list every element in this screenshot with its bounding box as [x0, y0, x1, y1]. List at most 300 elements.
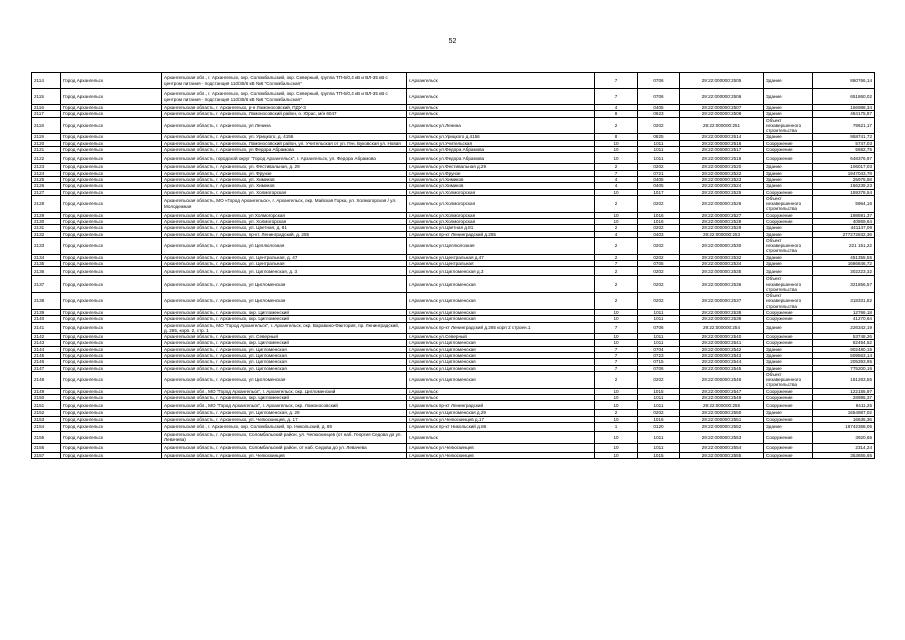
location-cell: г.Архангельск пр-кт Ленинградский	[407, 401, 595, 410]
object-type-cell: Сооружение	[764, 153, 813, 164]
table-row	[32, 153, 875, 164]
address-cell: Архангельская область, г. Архангельск, окр. Цигломенский	[162, 395, 407, 401]
cadastral-value-cell: 441147,09	[813, 225, 875, 231]
cadastral-value-cell: 5747,03	[813, 140, 875, 146]
address-cell: Архангельская область, г. Архангельск, Ломоносовский район, ул. Учительская от ул. Ген. Буковская ул. Новая	[162, 140, 407, 146]
municipality-cell: Город Архангельск	[61, 322, 162, 334]
row-number-cell: 2150	[32, 395, 61, 401]
location-cell: г.Архангельск ул.Цигломенская	[407, 346, 595, 352]
cadastral-value-cell: 12786,18	[813, 309, 875, 315]
cadastral-value-cell: 198591,37	[813, 212, 875, 218]
cadastral-value-cell: 2314,24	[813, 443, 875, 452]
subgroup-code-cell: 1011	[638, 316, 680, 322]
address-cell: Архангельская область, МО «Город Архангельск», г. Архангельск, окр. Майская Горка, ул. Холмогорская / ул. Молодежная	[162, 195, 407, 212]
subgroup-code-cell: 1017	[638, 189, 680, 195]
subgroup-code-cell: 0721	[638, 170, 680, 176]
address-cell: Архангельская область, г. Архангельск, ул. Цигломенская	[162, 365, 407, 371]
cadastral-value-cell: 159378,54	[813, 189, 875, 195]
address-cell: Архангельская область, г. Архангельск, ул Ленина	[162, 117, 407, 134]
group-code-cell: 7	[595, 170, 638, 176]
municipality-cell: Город Архангельск	[61, 134, 162, 140]
location-cell: г.Архангельск	[407, 395, 595, 401]
cadastral-value-cell: 221 151,22	[813, 237, 875, 254]
municipality-cell: Город Архангельск	[61, 452, 162, 458]
object-type-cell: Сооружение	[764, 309, 813, 315]
cadastral-number-cell: 29:22:000000:254	[680, 322, 764, 334]
row-number-cell: 2146	[32, 359, 61, 365]
cadastral-number-cell: 29:22:000000:2539	[680, 316, 764, 322]
group-code-cell: 4	[595, 176, 638, 182]
table-row	[32, 267, 875, 276]
cadastral-value-cell: 775200,16	[813, 365, 875, 371]
cadastral-value-cell: 226342,19	[813, 322, 875, 334]
object-type-cell: Объект незавершенного строительства	[764, 117, 813, 134]
cadastral-number-cell: 29:22:000000:2505	[680, 73, 764, 89]
cadastral-number-cell: 29:22:000000:2529	[680, 225, 764, 231]
subgroup-code-cell: 0715	[638, 359, 680, 365]
municipality-cell: Город Архангельск	[61, 170, 162, 176]
address-cell: Архангельская область, г. Архангельск, ул. Химиков	[162, 183, 407, 189]
address-cell: Архангельская область, г. Архангельск, ул. Цигломенская, д. 29	[162, 410, 407, 416]
location-cell: г.Архангельск	[407, 431, 595, 443]
cadastral-value-cell: 3920,65	[813, 431, 875, 443]
municipality-cell: Город Архангельск	[61, 410, 162, 416]
object-type-cell: Сооружение	[764, 316, 813, 322]
subgroup-code-cell: 1011	[638, 140, 680, 146]
municipality-cell: Город Архангельск	[61, 237, 162, 254]
object-type-cell: Сооружение	[764, 395, 813, 401]
subgroup-code-cell: 1011	[638, 401, 680, 410]
subgroup-code-cell: 1011	[638, 334, 680, 340]
location-cell: г.Архангельск ул.Цигломенская	[407, 293, 595, 310]
subgroup-code-cell: 0706	[638, 73, 680, 89]
object-type-cell: Здание	[764, 89, 813, 105]
row-number-cell: 2131	[32, 225, 61, 231]
group-code-cell: 2	[595, 276, 638, 293]
group-code-cell: 2	[595, 267, 638, 276]
subgroup-code-cell: 0405	[638, 183, 680, 189]
location-cell: г.Архангельск ул.Химиков	[407, 176, 595, 182]
municipality-cell: Город Архангельск	[61, 140, 162, 146]
subgroup-code-cell: 0405	[638, 176, 680, 182]
cadastral-number-cell: 29:22:000000:2536	[680, 276, 764, 293]
location-cell: г.Архангельск ул.Федора Абрамова	[407, 147, 595, 153]
object-type-cell: Сооружение	[764, 388, 813, 394]
address-cell: Архангельская область, г. Архангельск, ул. Цигломенская	[162, 353, 407, 359]
row-number-cell: 2143	[32, 340, 61, 346]
table-row	[32, 443, 875, 452]
municipality-cell: Город Архангельск	[61, 164, 162, 170]
cadastral-value-cell: 5964,16	[813, 195, 875, 212]
group-code-cell: 2	[595, 410, 638, 416]
group-code-cell: 7	[595, 346, 638, 352]
cadastral-value-cell: 41270,64	[813, 316, 875, 322]
table-row	[32, 431, 875, 443]
group-code-cell: 7	[595, 359, 638, 365]
group-code-cell: 2	[595, 164, 638, 170]
group-code-cell: 10	[595, 452, 638, 458]
address-cell: Архангельская область, г. Архангельск, пр-кт. Ленинградский, д. 255	[162, 231, 407, 237]
subgroup-code-cell: 0202	[638, 164, 680, 170]
table-row	[32, 371, 875, 388]
cadastral-value-cell: 648376,97	[813, 153, 875, 164]
table-row	[32, 293, 875, 310]
cadastral-number-cell: 29:22:000000:2530	[680, 237, 764, 254]
municipality-cell: Город Архангельск	[61, 195, 162, 212]
row-number-cell: 2129	[32, 212, 61, 218]
address-cell: Архангельская область, г. Архангельск, ул. Челюскинцев	[162, 452, 407, 458]
object-type-cell: Здание	[764, 225, 813, 231]
object-type-cell: Объект незавершенного строительства	[764, 276, 813, 293]
register-table	[31, 72, 875, 459]
municipality-cell: Город Архангельск	[61, 183, 162, 189]
municipality-cell: Город Архангельск	[61, 105, 162, 111]
cadastral-value-cell: 509563,14	[813, 353, 875, 359]
subgroup-code-cell: 0202	[638, 195, 680, 212]
subgroup-code-cell: 0202	[638, 237, 680, 254]
subgroup-code-cell: 0623	[638, 111, 680, 117]
group-code-cell: 7	[595, 353, 638, 359]
municipality-cell: Город Архангельск	[61, 254, 162, 260]
object-type-cell: Объект незавершенного строительства	[764, 195, 813, 212]
subgroup-code-cell: 0120	[638, 422, 680, 431]
row-number-cell: 2114	[32, 73, 61, 89]
cadastral-number-cell: 29:22:000000:251	[680, 117, 764, 134]
subgroup-code-cell: 0706	[638, 89, 680, 105]
address-cell: Архангельская область, городской округ "Город Архангельск", г. Архангельск, ул. Федора Абрамова	[162, 153, 407, 164]
object-type-cell: Здание	[764, 170, 813, 176]
location-cell: г.Архангельск ул.Урицкого д.4156	[407, 134, 595, 140]
municipality-cell: Город Архангельск	[61, 416, 162, 422]
object-type-cell: Здание	[764, 359, 813, 365]
cadastral-number-cell: 29:22:000000:2508	[680, 111, 764, 117]
municipality-cell: Город Архангельск	[61, 309, 162, 315]
object-type-cell: Здание	[764, 422, 813, 431]
group-code-cell: 10	[595, 395, 638, 401]
cadastral-number-cell: 29:22:000000:2549	[680, 395, 764, 401]
group-code-cell: 10	[595, 388, 638, 394]
municipality-cell: Город Архангельск	[61, 293, 162, 310]
address-cell: Архангельская область, г. Архангельск, окр. Цигломенский	[162, 340, 407, 346]
cadastral-number-cell: 29:22:000000:2545	[680, 365, 764, 371]
location-cell: г.Архангельск ул.Цигломенская д.29	[407, 410, 595, 416]
object-type-cell: Здание	[764, 73, 813, 89]
object-type-cell: Здание	[764, 134, 813, 140]
location-cell: г.Архангельск ул.Холмогорская	[407, 212, 595, 218]
row-number-cell: 2140	[32, 316, 61, 322]
cadastral-value-cell: 9411,25	[813, 401, 875, 410]
address-cell: Архангельская область, г. Архангельск, Соломбальский район, от наб. Седова до ул. Левачева	[162, 443, 407, 452]
address-cell: Архангельская обл., МО "Город Архангельск", г. Архангельск, окр. Ломоносовский	[162, 401, 407, 410]
object-type-cell: Здание	[764, 176, 813, 182]
cadastral-number-cell: 29:22:000000:2523	[680, 176, 764, 182]
cadastral-value-cell: 302223,32	[813, 267, 875, 276]
object-type-cell: Сооружение	[764, 443, 813, 452]
cadastral-number-cell: 29:22:000000:2525	[680, 189, 764, 195]
group-code-cell: 2	[595, 195, 638, 212]
location-cell: г.Архангельск ул.Цигломенская	[407, 340, 595, 346]
group-code-cell: 4	[595, 105, 638, 111]
address-cell: Архангельская область, г. Архангельск, ул Цигломенская	[162, 276, 407, 293]
cadastral-value-cell: 277272832,36	[813, 231, 875, 237]
row-number-cell: 2117	[32, 111, 61, 117]
cadastral-value-cell: 40869,64	[813, 218, 875, 224]
subgroup-code-cell: 0723	[638, 353, 680, 359]
group-code-cell: 7	[595, 322, 638, 334]
location-cell: г.Архангельск ул.Ленина	[407, 117, 595, 134]
table-row	[32, 401, 875, 410]
group-code-cell: 2	[595, 237, 638, 254]
location-cell: г.Архангельск ул.Цигломенская	[407, 276, 595, 293]
location-cell: г.Архангельск ул.Цветная д.81	[407, 225, 595, 231]
location-cell: г.Архангельск ул.Северный	[407, 334, 595, 340]
location-cell: г.Архангельск ул.Учительская	[407, 140, 595, 146]
cadastral-number-cell: 29:22:000000:2550	[680, 410, 764, 416]
row-number-cell: 2154	[32, 422, 61, 431]
location-cell: г.Архангельск ул.Фестивальная д.29	[407, 164, 595, 170]
object-type-cell: Сооружение	[764, 340, 813, 346]
cadastral-number-cell: 29:22:000000:2543	[680, 353, 764, 359]
municipality-cell: Город Архангельск	[61, 117, 162, 134]
row-number-cell: 2157	[32, 452, 61, 458]
cadastral-number-cell: 29:22:000000:2514	[680, 134, 764, 140]
cadastral-number-cell: 29:22:000000:2547	[680, 388, 764, 394]
row-number-cell: 2144	[32, 346, 61, 352]
cadastral-number-cell: 29:22:000000:253	[680, 231, 764, 237]
row-number-cell: 2155	[32, 431, 61, 443]
row-number-cell: 2133	[32, 237, 61, 254]
object-type-cell: Здание	[764, 410, 813, 416]
group-code-cell: 2	[595, 117, 638, 134]
subgroup-code-cell: 1011	[638, 431, 680, 443]
subgroup-code-cell: 0403	[638, 231, 680, 237]
object-type-cell: Объект незавершенного строительства	[764, 371, 813, 388]
row-number-cell: 2153	[32, 416, 61, 422]
cadastral-number-cell: 29:22:000000:2537	[680, 293, 764, 310]
municipality-cell: Город Архангельск	[61, 89, 162, 105]
object-type-cell: Сооружение	[764, 452, 813, 458]
cadastral-value-cell: 5682,75	[813, 147, 875, 153]
location-cell: г.Архангельск ул.Холмогорская	[407, 189, 595, 195]
address-cell: Архангельская обл., МО "Город Архангельск", г. Архангельск, окр. Цигломенский	[162, 388, 407, 394]
cadastral-value-cell: 82494,52	[813, 340, 875, 346]
location-cell: г.Архангельск ул.Цигломенская	[407, 353, 595, 359]
group-code-cell: 10	[595, 443, 638, 452]
subgroup-code-cell: 0202	[638, 276, 680, 293]
municipality-cell: Город Архангельск	[61, 267, 162, 276]
municipality-cell: Город Архангельск	[61, 212, 162, 218]
cadastral-value-cell: 181263,55	[813, 371, 875, 388]
location-cell: г.Архангельск пр-кт Ленинградский д.255	[407, 231, 595, 237]
group-code-cell: 8	[595, 111, 638, 117]
address-cell: Архангельская область, г. Архангельск, ул. Цигломенская	[162, 359, 407, 365]
group-code-cell: 10	[595, 140, 638, 146]
location-cell: г.Архангельск ул.Челюскинцев д.17	[407, 416, 595, 422]
address-cell: Архангельская область, г. Архангельск, Ломоносовский район, о. Юрас, м/н 6047	[162, 111, 407, 117]
location-cell: г.Архангельск ул.Целлюлозная	[407, 237, 595, 254]
address-cell: Архангельская область, г. Архангельск, ул Целлюлозная	[162, 237, 407, 254]
object-type-cell: Здание	[764, 346, 813, 352]
address-cell: Архангельская область, г. Архангельск, ул. Цигломенская	[162, 346, 407, 352]
address-cell: Архангельская область, г. Архангельск, окр. Цигломенский	[162, 309, 407, 315]
object-type-cell: Здание	[764, 105, 813, 111]
cadastral-value-cell: 958741,72	[813, 134, 875, 140]
address-cell: Архангельская область, г. Архангельск, ул. Северный	[162, 334, 407, 340]
municipality-cell: Город Архангельск	[61, 353, 162, 359]
subgroup-code-cell: 0202	[638, 267, 680, 276]
address-cell: Архангельская обл., г. Архангельск, окр. Соломбальский, пр. Никольский, д. 86	[162, 422, 407, 431]
object-type-cell: Здание	[764, 111, 813, 117]
row-number-cell: 2124	[32, 170, 61, 176]
row-number-cell: 2148	[32, 371, 61, 388]
object-type-cell: Сооружение	[764, 334, 813, 340]
location-cell: г.Архангельск пр-кт Никольский д.86	[407, 422, 595, 431]
row-number-cell: 2132	[32, 231, 61, 237]
location-cell: г.Архангельск	[407, 105, 595, 111]
group-code-cell: 10	[595, 431, 638, 443]
address-cell: Архангельская область, г. Архангельск, ул. Цветная, д. 81	[162, 225, 407, 231]
object-type-cell: Сооружение	[764, 189, 813, 195]
subgroup-code-cell: 1011	[638, 153, 680, 164]
location-cell: г.Архангельск ул.Центральная	[407, 260, 595, 266]
subgroup-code-cell: 0202	[638, 225, 680, 231]
subgroup-code-cell: 0704	[638, 346, 680, 352]
table-row	[32, 73, 875, 89]
cadastral-number-cell: 29:22:000000:2544	[680, 359, 764, 365]
cadastral-value-cell: 902480,15	[813, 346, 875, 352]
row-number-cell: 2152	[32, 410, 61, 416]
group-code-cell: 10	[595, 147, 638, 153]
row-number-cell: 2121	[32, 147, 61, 153]
row-number-cell: 2125	[32, 176, 61, 182]
address-cell: Архангельская область, г. Архангельск, ул Холмогорская	[162, 212, 407, 218]
group-code-cell: 7	[595, 260, 638, 266]
address-cell: Архангельская область, г. Архангельск, ул Цигломенская	[162, 371, 407, 388]
object-type-cell: Сооружение	[764, 140, 813, 146]
table-row	[32, 422, 875, 431]
address-cell: Архангельская область, г. Архангельск, ул. Холмогорская	[162, 189, 407, 195]
cadastral-value-cell: 156239,23	[813, 183, 875, 189]
cadastral-number-cell: 29:22:000000:2506	[680, 89, 764, 105]
subgroup-code-cell: 1011	[638, 340, 680, 346]
table-row	[32, 452, 875, 458]
subgroup-code-cell: 0706	[638, 322, 680, 334]
group-code-cell: 7	[595, 73, 638, 89]
group-code-cell: 2	[595, 293, 638, 310]
cadastral-number-cell: 29:22:000000:2534	[680, 260, 764, 266]
cadastral-number-cell: 29:22:000000:2546	[680, 371, 764, 388]
municipality-cell: Город Архангельск	[61, 189, 162, 195]
municipality-cell: Город Архангельск	[61, 73, 162, 89]
subgroup-code-cell: 0202	[638, 410, 680, 416]
cadastral-value-cell: 16635,36	[813, 416, 875, 422]
object-type-cell: Сооружение	[764, 212, 813, 218]
row-number-cell: 2118	[32, 117, 61, 134]
row-number-cell: 2142	[32, 334, 61, 340]
address-cell: Архангельская обл., г. Архангельск, окр. Соломбальский, окр. Северный, группа ТП-6/0,4 кВ и ВЛ-35 кВ с центром питания - подстанция 110/35/6 кВ №6 "Соломбальская"	[162, 89, 407, 105]
row-number-cell: 2126	[32, 183, 61, 189]
subgroup-code-cell: 0405	[638, 105, 680, 111]
cadastral-number-cell: 29:22:000000:2555	[680, 452, 764, 458]
subgroup-code-cell: 0706	[638, 365, 680, 371]
cadastral-value-cell: 451355,55	[813, 254, 875, 260]
municipality-cell: Город Архангельск	[61, 340, 162, 346]
cadastral-value-cell: 860766,14	[813, 73, 875, 89]
location-cell: г.Архангельск ул.Холмогорская	[407, 195, 595, 212]
subgroup-code-cell: 1016	[638, 218, 680, 224]
object-type-cell: Объект незавершенного строительства	[764, 237, 813, 254]
municipality-cell: Город Архангельск	[61, 147, 162, 153]
location-cell: г.Архангельск ул.Цигломенская	[407, 371, 595, 388]
municipality-cell: Город Архангельск	[61, 276, 162, 293]
table-row	[32, 237, 875, 254]
address-cell: Архангельская область, г. Архангельск, ул. Центральная, д. 47	[162, 254, 407, 260]
row-number-cell: 2128	[32, 195, 61, 212]
subgroup-code-cell: 1015	[638, 452, 680, 458]
object-type-cell: Здание	[764, 365, 813, 371]
subgroup-code-cell: 0202	[638, 293, 680, 310]
subgroup-code-cell: 1011	[638, 147, 680, 153]
cadastral-number-cell: 29:22:000000:2542	[680, 346, 764, 352]
object-type-cell: Здание	[764, 353, 813, 359]
address-cell: Архангельская область, г. Архангельск, ул. Центральная	[162, 260, 407, 266]
location-cell: г.Архангельск ул.Федора Абрамова	[407, 153, 595, 164]
municipality-cell: Город Архангельск	[61, 176, 162, 182]
subgroup-code-cell: 0202	[638, 254, 680, 260]
cadastral-number-cell: 29:22:000000:2554	[680, 443, 764, 452]
group-code-cell: 8	[595, 134, 638, 140]
cadastral-value-cell: 16742368,05	[813, 422, 875, 431]
object-type-cell: Сооружение	[764, 147, 813, 153]
location-cell: г.Архангельск ул.Цигломенская	[407, 359, 595, 365]
subgroup-code-cell: 1015	[638, 388, 680, 394]
municipality-cell: Город Архангельск	[61, 388, 162, 394]
object-type-cell: Сооружение	[764, 401, 813, 410]
location-cell: г.Архангельск ул.Холмогорская	[407, 218, 595, 224]
table-row	[32, 89, 875, 105]
subgroup-code-cell: 0705	[638, 260, 680, 266]
location-cell: г.Архангельск	[407, 73, 595, 89]
municipality-cell: Город Архангельск	[61, 260, 162, 266]
group-code-cell: 2	[595, 225, 638, 231]
row-number-cell: 2130	[32, 218, 61, 224]
address-cell: Архангельская обл., г. Архангельск, окр. Соломбальский, окр. Северный, группа ТП-6/0,4 кВ и ВЛ-35 кВ с центром питания - подстанция 110/35/6 кВ №6 "Соломбальская"	[162, 73, 407, 89]
group-code-cell: 2	[595, 371, 638, 388]
municipality-cell: Город Архангельск	[61, 401, 162, 410]
group-code-cell: 10	[595, 218, 638, 224]
cadastral-value-cell: 1686846,72	[813, 260, 875, 266]
row-number-cell: 2135	[32, 260, 61, 266]
cadastral-value-cell: 156988,34	[813, 105, 875, 111]
cadastral-value-cell: 53748,26	[813, 334, 875, 340]
cadastral-value-cell: 1654987,02	[813, 410, 875, 416]
cadastral-number-cell: 29:22:000000:2517	[680, 147, 764, 153]
cadastral-value-cell: 318331,82	[813, 293, 875, 310]
location-cell: г.Архангельск ул.Фрунзе	[407, 170, 595, 176]
location-cell: г.Архангельск	[407, 111, 595, 117]
group-code-cell: 2	[595, 254, 638, 260]
address-cell: Архангельская область, г. Архангельск, ул Федора Абрамова	[162, 147, 407, 153]
group-code-cell: 10	[595, 153, 638, 164]
municipality-cell: Город Архангельск	[61, 231, 162, 237]
cadastral-number-cell: 29:22:000000:2535	[680, 267, 764, 276]
cadastral-number-cell: 29:22:000000:2518	[680, 153, 764, 164]
group-code-cell: 4	[595, 231, 638, 237]
municipality-cell: Город Архангельск	[61, 431, 162, 443]
address-cell: Архангельская область, г. Архангельск, ул. Химиков	[162, 176, 407, 182]
table-row	[32, 117, 875, 134]
table-row	[32, 195, 875, 212]
